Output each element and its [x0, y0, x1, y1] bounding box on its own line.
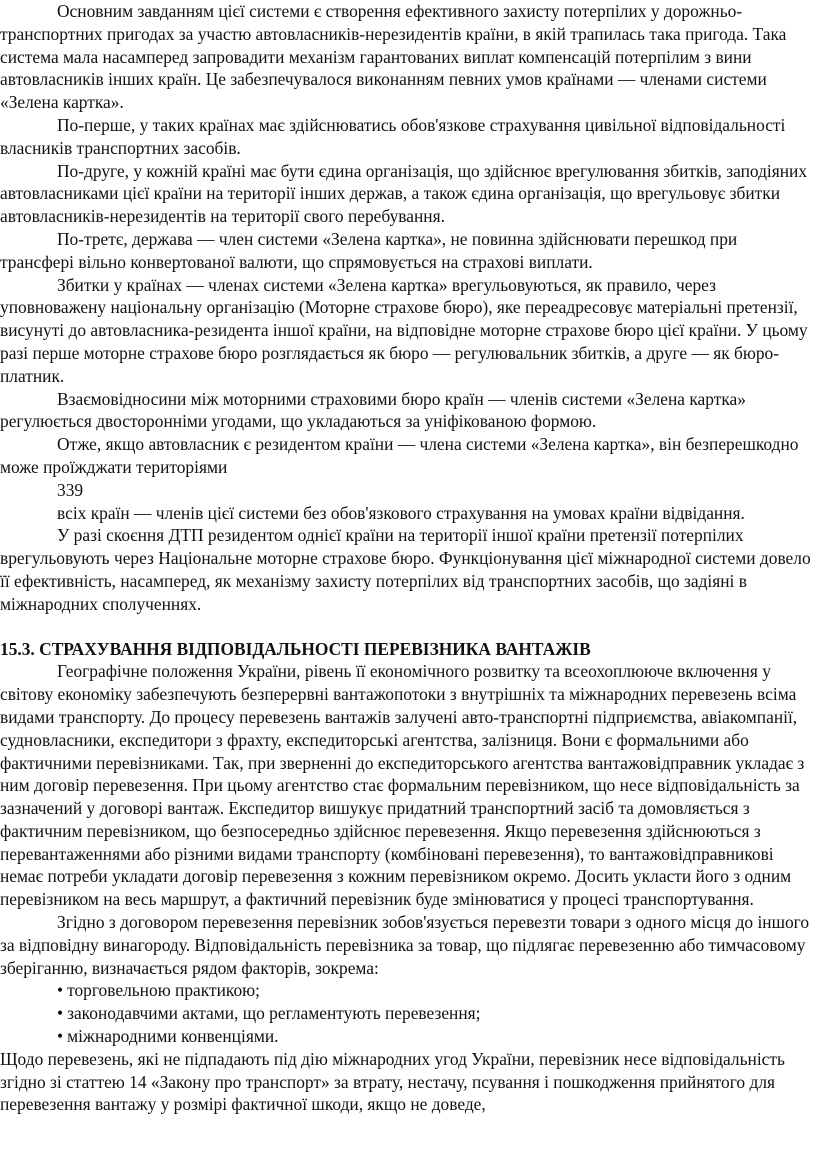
paragraph-condition-second: По-друге, у кожній країні має бути єдина організація, що здійснює врегулювання збитків, заподіяних автовласниками цієї країни на території інших держав, а також єдина організація, що врегульовує збитки автовласників-нерезидентів на території свого перебування.	[0, 160, 808, 227]
section-heading: 15.3. СТРАХУВАННЯ ВІДПОВІДАЛЬНОСТІ ПЕРЕВІЗНИКА ВАНТАЖІВ	[0, 638, 591, 659]
paragraph-condition-first: По-перше, у таких країнах має здійснюватись обов'язкове страхування цивільної відповідальності власників транспортних засобів.	[0, 114, 786, 158]
paragraph-geography: Географічне положення України, рівень її економічного розвитку та всеохоплююче включення у світову економіку забезпечують безперервні вантажопотоки з внутрішніх та міжнародних перевезень всіма видами транспорту. До процесу перевезень вантажів залучені авто-транспортні підприємства, авіакомпанії, судновласники, експедитори з фрахту, експедиторські агентства, залізниця. Вони є формальними або фактичними перевізниками. Так, при зверненні до експедиторського агентства вантажовідправник укладає з ним договір перевезення. При цьому агентство стає формальним перевізником, що несе відповідальність за зазначений у договорі вантаж. Експедитор вишукує придатний транспортний засіб та домовляється з фактичним перевізником, що безпосередньо здійснює перевезення. Якщо перевезення здійснюються з перевантаженнями або різними видами транспорту (комбіновані перевезення), то вантажовідправникові немає потреби укладати договір перевезення з кожним перевізником окремо. Досить укласти його з одним перевізником на весь маршрут, а фактичний перевізник буде змінюватися у процесі транспортування.	[0, 661, 805, 910]
paragraph-bureau-relations: Взаємовідносини між моторними страховими бюро країн — членів системи «Зелена картка» регулюється двосторонніми угодами, що укладаються за уніфікованою формою.	[0, 388, 746, 432]
bullet-icon: •	[57, 980, 64, 1001]
list-item	[57, 979, 812, 1002]
list-item	[57, 1002, 812, 1025]
bullet-icon: •	[57, 1026, 64, 1047]
factors-list	[0, 979, 812, 1047]
page-number: 339	[57, 479, 84, 500]
list-item	[57, 1025, 812, 1048]
paragraph-liability-law: Щодо перевезень, які не підпадають під дію міжнародних угод України, перевізник несе відповідальність згідно зі статтею 14 «Закону про транспорт» за втрату, нестачу, псування і пошкодження прийнятого для перевезення вантажу у розмірі фактичної шкоди, якщо не доведе,	[0, 1048, 785, 1115]
list-item-text: законодавчими актами, що регламентують перевезення;	[67, 1003, 481, 1024]
paragraph-accident-claims: У разі скоєння ДТП резидентом однієї країни на території іншої країни претензії потерпілих врегульовують через Національне моторне страхове бюро. Функціонування цієї міжнародної системи довело її ефективність, насамперед, як механізму захисту потерпілих від транспортних засобів, що задіяні в міжнародних сполученнях.	[0, 525, 811, 614]
paragraph-resident-travel: Отже, якщо автовласник є резидентом країни — члена системи «Зелена картка», він безперешкодно може проїжджати територіями	[0, 434, 799, 477]
paragraph-carrier-contract: Згідно з договором перевезення перевізник зобов'язується перевезти товари з одного місця до іншого за відповідну винагороду. Відповідальність перевізника за товар, що підлягає перевезенню або тимчасовому зберіганню, визначається рядом факторів, зокрема:	[0, 912, 810, 978]
paragraph-claims-settlement: Збитки у країнах — членах системи «Зелена картка» врегульовуються, як правило, через уповноважену національну організацію (Моторне страхове бюро), яке переадресовує матеріальні претензії, висунуті до автовласника-резидента іншої країни, на відповідне моторне страхове бюро цієї країни. У цьому разі перше моторне страхове бюро розглядається як бюро — регулювальник збитків, а друге — як бюро-платник.	[0, 274, 808, 386]
paragraph-system-goal: Основним завданням цієї системи є створення ефективного захисту потерпілих у дорожньо-транспортних пригодах за участю автовласників-нерезидентів країни, в якій трапилась така пригода. Така система мала насамперед запровадити механізм гарантованих виплат компенсацій потерпілим з вини автовласників інших країн. Це забезпечувалося виконанням певних умов країнами — членами системи «Зелена картка».	[0, 1, 787, 113]
list-item-text: міжнародними конвенціями.	[67, 1026, 279, 1047]
paragraph-condition-third: По-третє, держава — член системи «Зелена картка», не повинна здійснювати перешкод при трансфері вільно конвертованої валюти, що спрямовується на страхові виплати.	[0, 228, 738, 272]
paragraph-continuation: всіх країн — членів цієї системи без обов'язкового страхування на умовах країни відвідання.	[57, 502, 745, 523]
list-item-text: торговельною практикою;	[67, 980, 260, 1001]
bullet-icon: •	[57, 1003, 64, 1024]
